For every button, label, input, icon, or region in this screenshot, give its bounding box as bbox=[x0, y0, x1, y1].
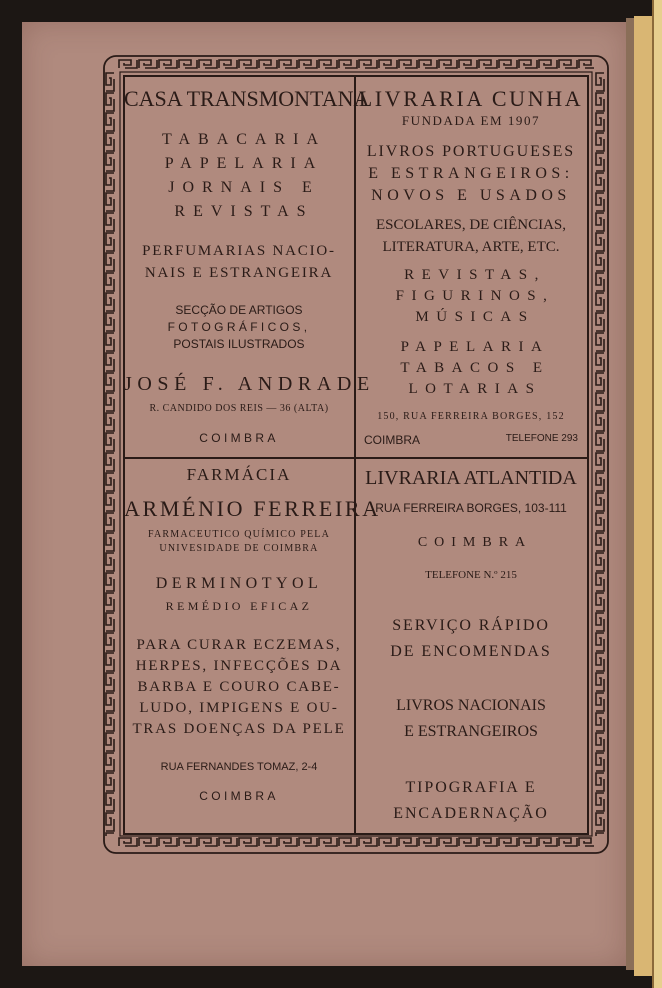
remedy: REMÉDIO EFICAZ bbox=[165, 599, 313, 613]
ad-farmacia bbox=[124, 458, 381, 832]
line-jornais: JORNAIS E bbox=[168, 179, 320, 196]
school-line-2: LITERATURA, ARTE, ETC. bbox=[382, 239, 560, 255]
service-line-2: DE ENCOMENDAS bbox=[390, 643, 552, 660]
address: 150, RUA FERREIRA BORGES, 152 bbox=[377, 411, 565, 422]
product-name: DERMINOTYOL bbox=[155, 575, 323, 592]
cure-line-5: TRAS DOENÇAS DA PELE bbox=[132, 721, 346, 737]
books-line-1: LIVROS PORTUGUESES bbox=[366, 143, 576, 160]
shop-name: LIVRARIA ATLANTIDA bbox=[365, 467, 577, 489]
address: RUA FERNANDES TOMAZ, 2-4 bbox=[160, 761, 318, 773]
pharmacist-name: ARMÉNIO FERREIRA bbox=[124, 496, 381, 521]
perfume-line-1: PERFUMARIAS NACIO- bbox=[142, 243, 336, 259]
city: COIMBRA bbox=[199, 431, 279, 445]
phone: TELEFONE 293 bbox=[505, 433, 578, 444]
city: COIMBRA bbox=[417, 535, 533, 550]
books-line-2: E ESTRANGEIROS: bbox=[368, 165, 574, 182]
phone: TELEFONE N.º 215 bbox=[425, 569, 517, 581]
school-line-1: ESCOLARES, DE CIÊNCIAS, bbox=[375, 217, 566, 233]
ad-grid bbox=[124, 76, 586, 832]
footer-row bbox=[356, 434, 586, 446]
pap-line-2: TABACOS E bbox=[400, 360, 550, 376]
cure-line-2: HERPES, INFECÇÕES DA bbox=[135, 658, 343, 674]
pap-line-1: PAPELARIA bbox=[400, 339, 550, 355]
shop-name: CASA TRANSMONTANA bbox=[124, 86, 370, 111]
books-line-2: E ESTRANGEIROS bbox=[404, 723, 538, 740]
ad-livraria-atlantida bbox=[356, 458, 586, 832]
role-line-2: UNIVESIDADE DE COIMBRA bbox=[159, 543, 319, 554]
city: COIMBRA bbox=[364, 433, 421, 447]
founded: FUNDADA EM 1907 bbox=[401, 113, 541, 128]
line-papelaria: PAPELARIA bbox=[164, 155, 324, 172]
books-line-3: NOVOS E USADOS bbox=[371, 187, 571, 204]
city: COIMBRA bbox=[199, 789, 279, 803]
pap-line-3: LOTARIAS bbox=[408, 381, 542, 397]
tipo-line-2: ENCADERNAÇÃO bbox=[393, 805, 549, 822]
perfume-line-2: NAIS E ESTRANGEIRA bbox=[144, 265, 334, 281]
line-revistas: REVISTAS bbox=[174, 203, 314, 220]
rev-line-3: MÚSICAS bbox=[415, 309, 535, 325]
cure-line-4: LUDO, IMPIGENS E OU- bbox=[139, 700, 339, 716]
photo-line-3: POSTAIS ILUSTRADOS bbox=[173, 337, 305, 351]
owner-name: JOSÉ F. ANDRADE bbox=[124, 373, 375, 395]
farmacia-title: FARMÁCIA bbox=[186, 465, 292, 484]
line-tabacaria: TABACARIA bbox=[161, 131, 327, 148]
ad-livraria-cunha bbox=[356, 76, 586, 456]
photo-line-1: SECÇÃO DE ARTIGOS bbox=[175, 303, 303, 317]
address: RUA FERREIRA BORGES, 103-111 bbox=[375, 501, 567, 515]
photo-line-2: FOTOGRÁFICOS, bbox=[167, 320, 311, 334]
ad-casa-transmontana bbox=[124, 76, 375, 456]
address: R. CANDIDO DOS REIS — 36 (ALTA) bbox=[149, 403, 329, 414]
rev-line-2: FIGURINOS, bbox=[395, 288, 555, 304]
rev-line-1: REVISTAS, bbox=[404, 267, 546, 283]
books-line-1: LIVROS NACIONAIS bbox=[396, 697, 546, 714]
shop-name: LIVRARIA CUNHA bbox=[358, 86, 584, 111]
service-line-1: SERVIÇO RÁPIDO bbox=[392, 617, 550, 634]
cure-line-3: BARBA E COURO CABE- bbox=[137, 679, 341, 695]
tipo-line-1: TIPOGRAFIA E bbox=[405, 779, 537, 796]
role-line-1: FARMACEUTICO QUÍMICO PELA bbox=[147, 529, 331, 540]
cure-line-1: PARA CURAR ECZEMAS, bbox=[136, 637, 342, 653]
